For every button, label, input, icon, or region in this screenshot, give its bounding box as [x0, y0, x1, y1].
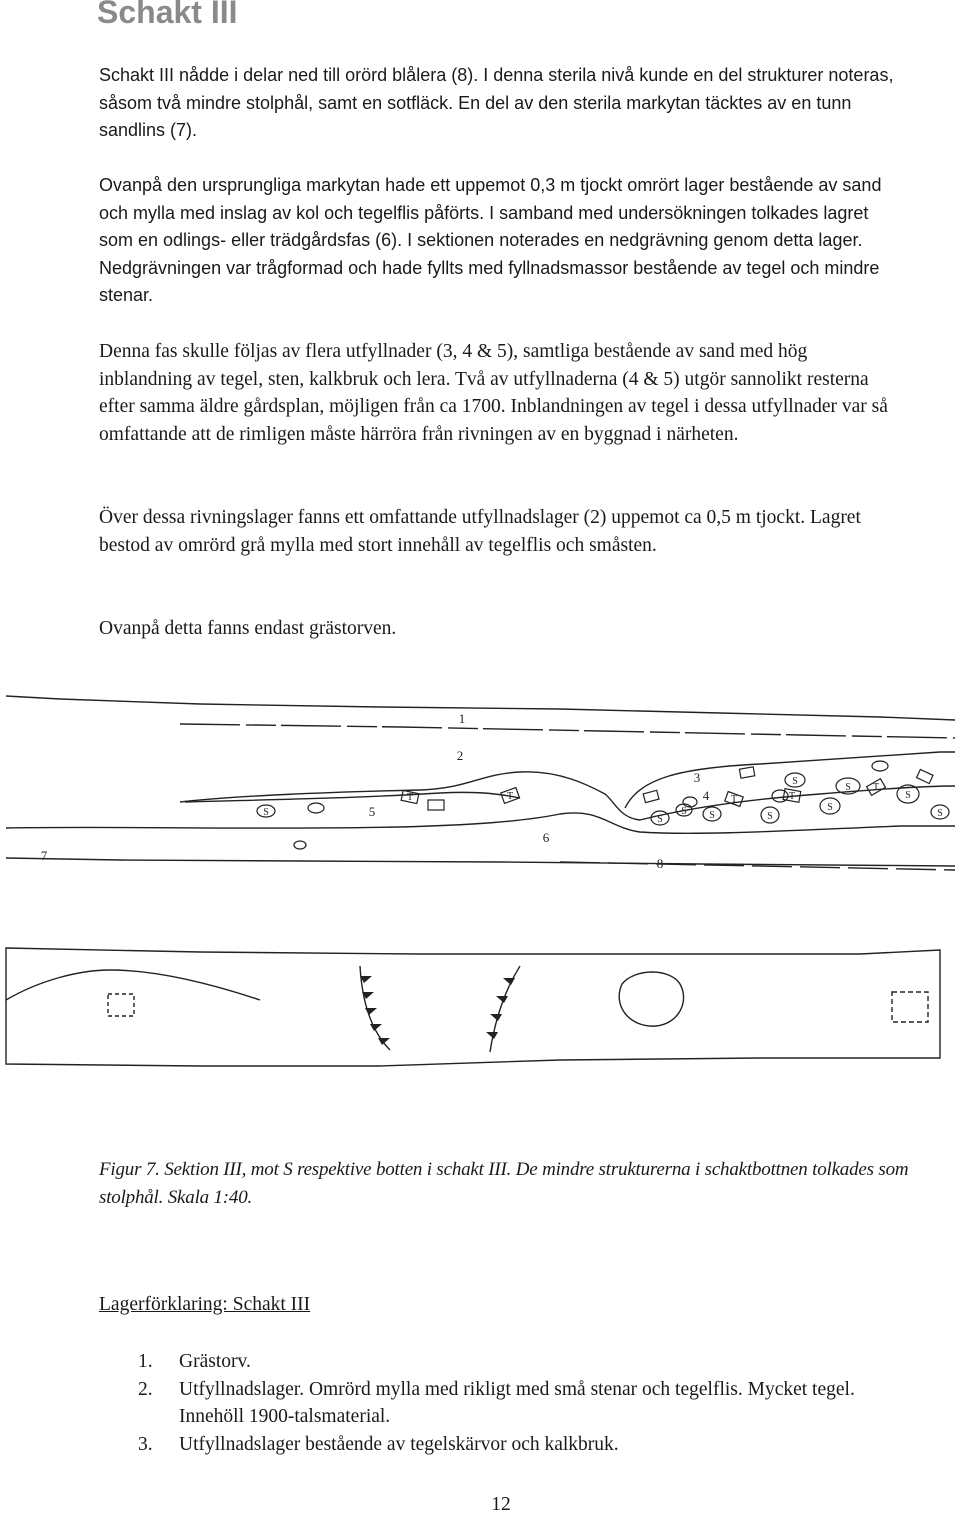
layer-label-4: 4 [702, 788, 710, 803]
legend-item [138, 1376, 918, 1431]
brick-symbol: T [506, 791, 514, 802]
legend-list [138, 1348, 918, 1458]
legend-item [138, 1348, 918, 1376]
brick-symbol: T [730, 794, 738, 805]
plan-stone [619, 972, 683, 1026]
brick-symbol: T [872, 782, 880, 793]
stone-symbol: S [263, 807, 269, 818]
brick-symbol: T [406, 792, 414, 803]
brick-marker [428, 800, 444, 810]
page-number: 12 [491, 1494, 511, 1515]
stone-symbol: S [681, 806, 687, 817]
paragraph-4: Över dessa rivningslager fanns ett omfattande utfyllnadslager (2) uppemot ca 0,5 m tjockt. Lagret bestod av omrörd grå mylla med stort innehåll av tegelflis och småsten. [99, 507, 861, 556]
legend-title: Lagerförklaring: Schakt III [99, 1294, 311, 1315]
stone-marker [872, 761, 888, 771]
stone-symbol: S [845, 782, 851, 793]
paragraph-3: Denna fas skulle följas av flera utfyllnader (3, 4 & 5), samtliga bestående av sand med hög inblandning av tegel, sten, kalkbruk och lera. Två av utfyllnaderna (4 & 5) utgör sannolikt resterna efter samma äldre gårdsplan, möjligen från ca 1700. Inblandningen av tegel i dessa utfyllnader var så omfattande att de rimligen måste härröra från rivningen av en byggnad i närheten. [99, 341, 888, 445]
paragraph-5: Ovanpå detta fanns endast grästorven. [99, 618, 397, 639]
layer-label-7: 7 [40, 848, 48, 863]
layer-label-6: 6 [542, 830, 550, 845]
layer-label-2: 2 [456, 748, 464, 763]
stone-marker [308, 803, 324, 813]
section-top-edge [6, 696, 955, 720]
legend-item-number: 1. [138, 1351, 153, 1372]
layer-5-lower [6, 813, 955, 833]
stone-symbol: S [827, 802, 833, 813]
layer-label-3: 3 [693, 770, 701, 785]
stone-symbol: S [905, 790, 911, 801]
layer-label-8: 8 [656, 856, 664, 871]
section-turf-line [180, 724, 955, 738]
stone-marker [294, 841, 306, 849]
soot-stain-boundary [6, 970, 260, 1000]
stone-symbol: S [792, 776, 798, 787]
stone-symbol: S [767, 811, 773, 822]
stone-symbol: S [657, 814, 663, 825]
legend-item-text: Grästorv. [179, 1351, 251, 1372]
layer-label-5: 5 [368, 804, 376, 819]
legend-item [138, 1431, 918, 1459]
brick-marker [739, 767, 754, 778]
legend-item-number: 2. [138, 1378, 153, 1400]
page-heading: Schakt III [97, 0, 238, 30]
legend-item-number: 3. [138, 1433, 153, 1455]
brick-symbol: T [788, 791, 796, 802]
stone-symbol: S [709, 810, 715, 821]
stone-symbol: S [937, 808, 943, 819]
legend-item-text: Utfyllnadslager. Omrörd mylla med rikligt med små stenar och tegelflis. Mycket tegel. Innehöll 1900-talsmaterial. [179, 1378, 855, 1427]
layer-7-line [6, 858, 955, 866]
legend-item-text: Utfyllnadslager bestående av tegelskärvor och kalkbruk. [179, 1433, 619, 1455]
posthole-1 [108, 994, 134, 1016]
posthole-2 [892, 992, 928, 1022]
paragraph-1: Schakt III nådde i delar ned till orörd blålera (8). I denna sterila nivå kunde en del strukturer noteras, såsom två mindre stolphål, samt en sotfläck. En del av den sterila markytan täcktes av en tunn sandlins (7). [99, 65, 894, 140]
paragraph-2: Ovanpå den ursprungliga markytan hade ett uppemot 0,3 m tjockt omrört lager bestående av sand och mylla med inslag av kol och tegelflis påförts. I samband med undersökningen tolkades lagret som en odlings- eller trädgårdsfas (6). I sektionen noterades en nedgrävning genom detta lager. Nedgrävningen var trågformad och hade fyllts med fyllnadsmassor bestående av tegel och mindre stenar. [99, 175, 882, 305]
plan-outline [6, 948, 940, 1066]
brick-marker [917, 769, 933, 783]
section-drawing [0, 690, 960, 880]
plan-drawing [0, 940, 960, 1070]
layer-label-1: 1 [458, 711, 466, 726]
brick-marker [643, 790, 659, 802]
figure-caption: Figur 7. Sektion III, mot S respektive botten i schakt III. De mindre strukturerna i schaktbottnen tolkades som stolphål. Skala 1:40. [99, 1159, 909, 1208]
